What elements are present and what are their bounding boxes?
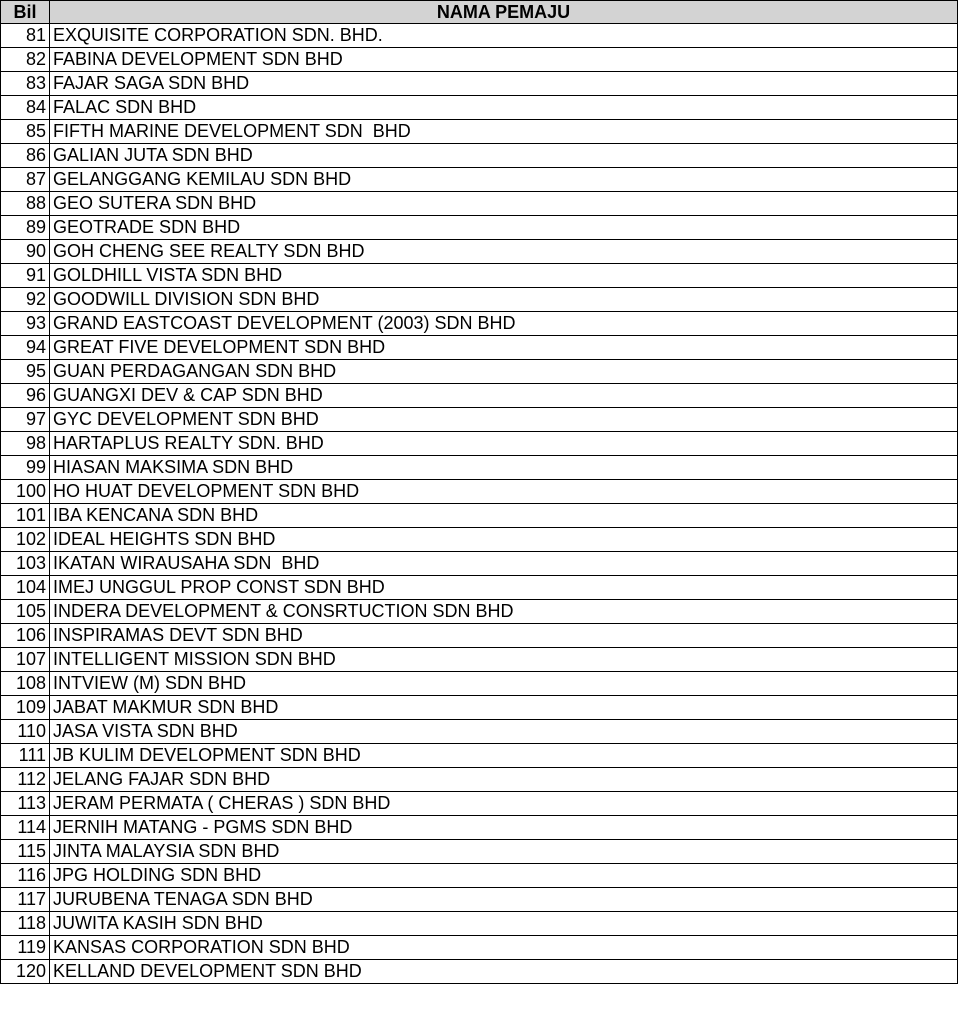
table-row (1, 72, 958, 96)
table-row (1, 192, 958, 216)
developer-name: GOLDHILL VISTA SDN BHD (50, 264, 958, 288)
developer-name: GUANGXI DEV & CAP SDN BHD (50, 384, 958, 408)
table-row (1, 96, 958, 120)
row-number: 96 (1, 384, 50, 408)
row-number: 91 (1, 264, 50, 288)
table-row (1, 648, 958, 672)
developer-name: GALIAN JUTA SDN BHD (50, 144, 958, 168)
row-number: 84 (1, 96, 50, 120)
row-number: 95 (1, 360, 50, 384)
table-row (1, 312, 958, 336)
developer-name: JABAT MAKMUR SDN BHD (50, 696, 958, 720)
developer-name: GUAN PERDAGANGAN SDN BHD (50, 360, 958, 384)
developer-name: GREAT FIVE DEVELOPMENT SDN BHD (50, 336, 958, 360)
developer-name: GEO SUTERA SDN BHD (50, 192, 958, 216)
table-row (1, 168, 958, 192)
table-row (1, 696, 958, 720)
table-row (1, 792, 958, 816)
table-row (1, 384, 958, 408)
row-number: 112 (1, 768, 50, 792)
row-number: 81 (1, 24, 50, 48)
developer-name: GRAND EASTCOAST DEVELOPMENT (2003) SDN BHD (50, 312, 958, 336)
row-number: 92 (1, 288, 50, 312)
row-number: 113 (1, 792, 50, 816)
developer-name: KELLAND DEVELOPMENT SDN BHD (50, 960, 958, 984)
table-row (1, 600, 958, 624)
developer-name: GOH CHENG SEE REALTY SDN BHD (50, 240, 958, 264)
table-row (1, 144, 958, 168)
table-row (1, 408, 958, 432)
developer-name: GEOTRADE SDN BHD (50, 216, 958, 240)
row-number: 82 (1, 48, 50, 72)
table-row (1, 768, 958, 792)
row-number: 109 (1, 696, 50, 720)
developer-name: GELANGGANG KEMILAU SDN BHD (50, 168, 958, 192)
row-number: 104 (1, 576, 50, 600)
row-number: 119 (1, 936, 50, 960)
table-row (1, 624, 958, 648)
row-number: 110 (1, 720, 50, 744)
row-number: 98 (1, 432, 50, 456)
developer-name: FIFTH MARINE DEVELOPMENT SDN BHD (50, 120, 958, 144)
table-row (1, 216, 958, 240)
table-row (1, 912, 958, 936)
table-row (1, 504, 958, 528)
table-row (1, 480, 958, 504)
developer-name: IBA KENCANA SDN BHD (50, 504, 958, 528)
developer-name: IKATAN WIRAUSAHA SDN BHD (50, 552, 958, 576)
row-number: 90 (1, 240, 50, 264)
developer-name: INTELLIGENT MISSION SDN BHD (50, 648, 958, 672)
row-number: 83 (1, 72, 50, 96)
row-number: 120 (1, 960, 50, 984)
row-number: 101 (1, 504, 50, 528)
developer-name: KANSAS CORPORATION SDN BHD (50, 936, 958, 960)
row-number: 88 (1, 192, 50, 216)
row-number: 107 (1, 648, 50, 672)
developer-name: JELANG FAJAR SDN BHD (50, 768, 958, 792)
table-row (1, 576, 958, 600)
table-row (1, 120, 958, 144)
table-header (1, 1, 958, 24)
table-row (1, 936, 958, 960)
developer-name: FAJAR SAGA SDN BHD (50, 72, 958, 96)
table-row (1, 960, 958, 984)
developer-name: GYC DEVELOPMENT SDN BHD (50, 408, 958, 432)
table-row (1, 264, 958, 288)
developer-name: GOODWILL DIVISION SDN BHD (50, 288, 958, 312)
column-header-nama-pemaju: NAMA PEMAJU (50, 1, 958, 24)
table-row (1, 240, 958, 264)
row-number: 118 (1, 912, 50, 936)
row-number: 114 (1, 816, 50, 840)
row-number: 89 (1, 216, 50, 240)
row-number: 108 (1, 672, 50, 696)
table-row (1, 288, 958, 312)
table-row (1, 552, 958, 576)
table-row (1, 816, 958, 840)
developer-name: JERAM PERMATA ( CHERAS ) SDN BHD (50, 792, 958, 816)
developer-name: INSPIRAMAS DEVT SDN BHD (50, 624, 958, 648)
developer-name: EXQUISITE CORPORATION SDN. BHD. (50, 24, 958, 48)
developer-name: HO HUAT DEVELOPMENT SDN BHD (50, 480, 958, 504)
developer-name: FALAC SDN BHD (50, 96, 958, 120)
table-body (1, 24, 958, 984)
column-header-bil: Bil (1, 1, 50, 24)
table-row (1, 528, 958, 552)
table-row (1, 336, 958, 360)
row-number: 117 (1, 888, 50, 912)
row-number: 106 (1, 624, 50, 648)
table-row (1, 48, 958, 72)
developer-name: HIASAN MAKSIMA SDN BHD (50, 456, 958, 480)
row-number: 85 (1, 120, 50, 144)
table-row (1, 864, 958, 888)
developer-name: INTVIEW (M) SDN BHD (50, 672, 958, 696)
row-number: 111 (1, 744, 50, 768)
table-row (1, 672, 958, 696)
row-number: 97 (1, 408, 50, 432)
row-number: 100 (1, 480, 50, 504)
developer-name: JASA VISTA SDN BHD (50, 720, 958, 744)
row-number: 87 (1, 168, 50, 192)
developer-name: JINTA MALAYSIA SDN BHD (50, 840, 958, 864)
developer-name: FABINA DEVELOPMENT SDN BHD (50, 48, 958, 72)
developer-name: JERNIH MATANG - PGMS SDN BHD (50, 816, 958, 840)
developer-name: IMEJ UNGGUL PROP CONST SDN BHD (50, 576, 958, 600)
row-number: 86 (1, 144, 50, 168)
row-number: 99 (1, 456, 50, 480)
table-row (1, 720, 958, 744)
developer-name: HARTAPLUS REALTY SDN. BHD (50, 432, 958, 456)
table-row (1, 744, 958, 768)
developer-name: JPG HOLDING SDN BHD (50, 864, 958, 888)
row-number: 116 (1, 864, 50, 888)
table-row (1, 888, 958, 912)
developer-name: JUWITA KASIH SDN BHD (50, 912, 958, 936)
row-number: 93 (1, 312, 50, 336)
row-number: 94 (1, 336, 50, 360)
table-row (1, 24, 958, 48)
table-row (1, 840, 958, 864)
row-number: 102 (1, 528, 50, 552)
header-row (1, 1, 958, 24)
developer-name: JB KULIM DEVELOPMENT SDN BHD (50, 744, 958, 768)
row-number: 105 (1, 600, 50, 624)
developer-name: INDERA DEVELOPMENT & CONSRTUCTION SDN BHD (50, 600, 958, 624)
table-row (1, 456, 958, 480)
row-number: 115 (1, 840, 50, 864)
table-row (1, 432, 958, 456)
developer-name: IDEAL HEIGHTS SDN BHD (50, 528, 958, 552)
developer-name: JURUBENA TENAGA SDN BHD (50, 888, 958, 912)
table-row (1, 360, 958, 384)
row-number: 103 (1, 552, 50, 576)
